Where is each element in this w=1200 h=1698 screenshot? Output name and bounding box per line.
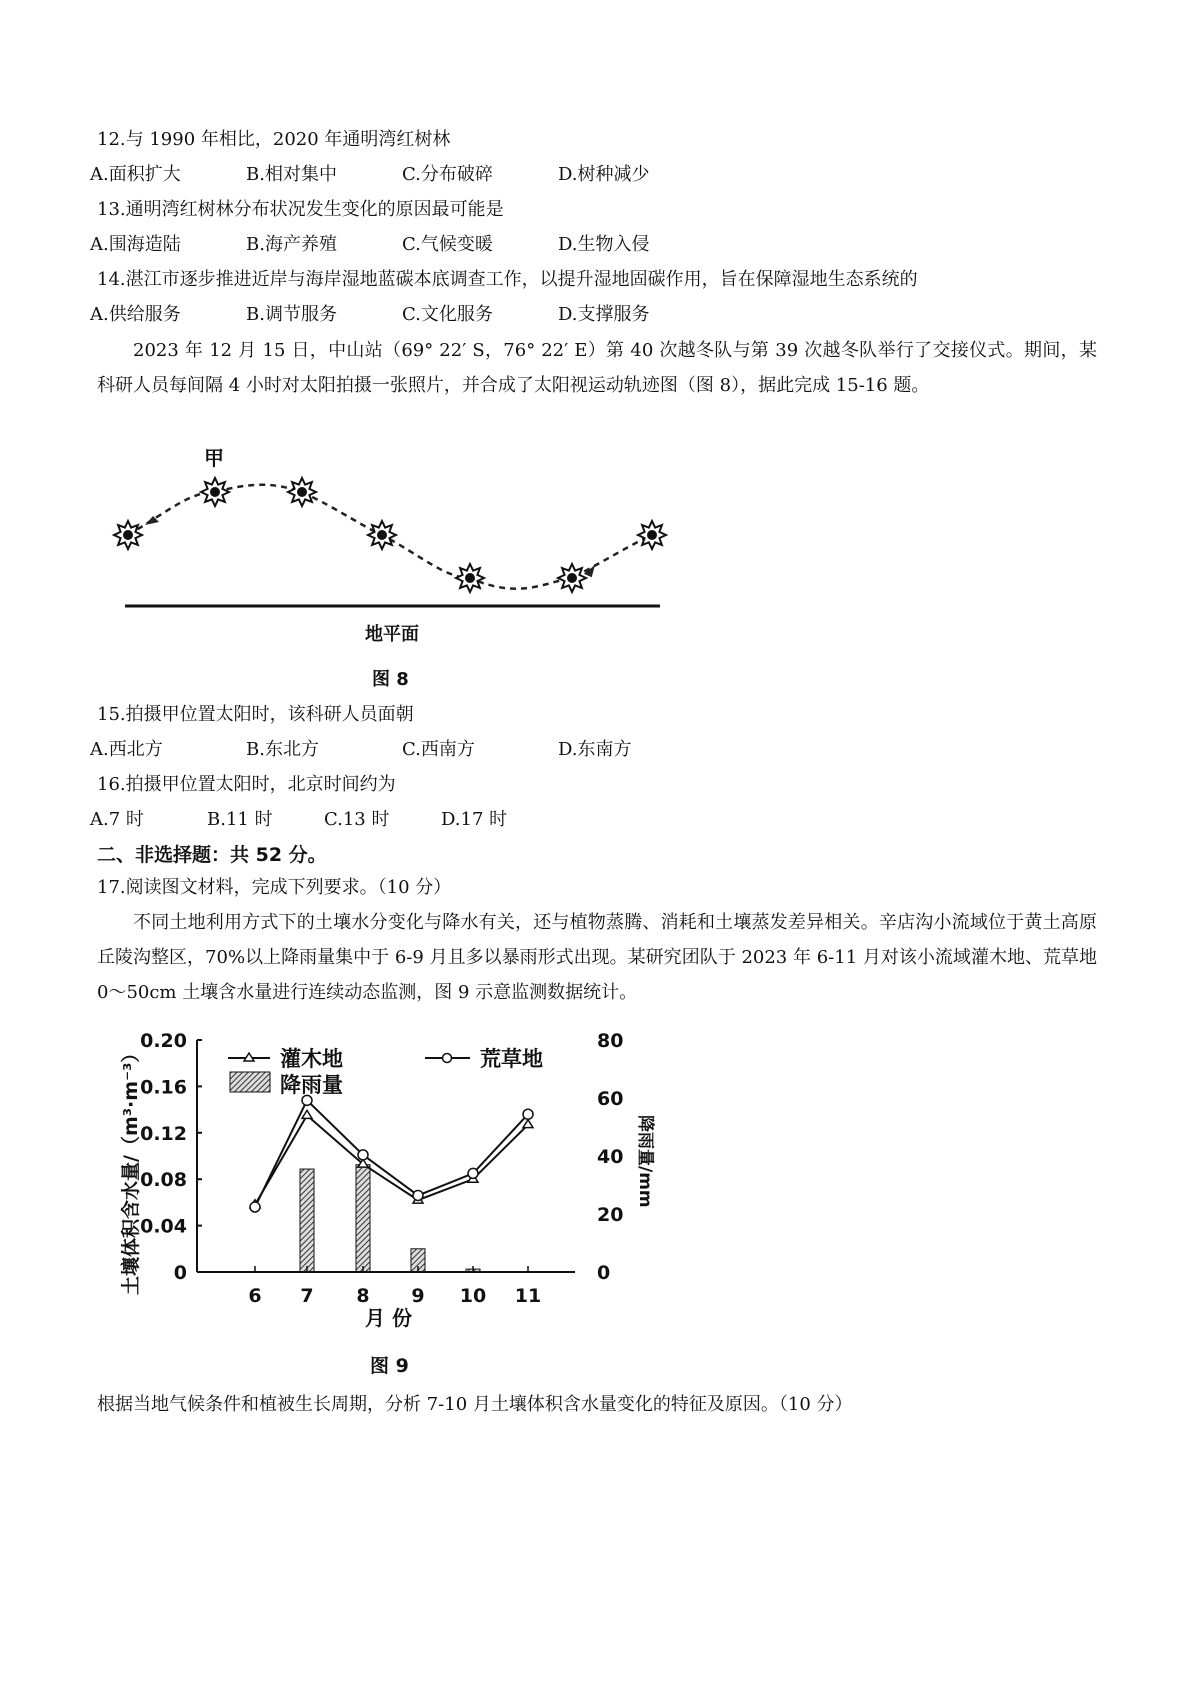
option-b: B.东北方 [246, 739, 319, 760]
legend-rain: 降雨量 [280, 1073, 343, 1097]
y-tick-label: 0.16 [140, 1076, 187, 1099]
q15-stem: 15.拍摄甲位置太阳时，该科研人员面朝 [97, 704, 414, 725]
q12-stem: 12.与 1990 年相比，2020 年通明湾红树林 [97, 129, 451, 150]
option-b: B.相对集中 [246, 164, 337, 185]
option-b: B.海产养殖 [246, 234, 337, 255]
grassland-point [250, 1202, 260, 1212]
grassland-line [255, 1100, 528, 1207]
y2-tick-label: 20 [597, 1204, 624, 1226]
option-a: A.7 时 [90, 809, 144, 830]
option-d: D.树种减少 [558, 164, 650, 185]
q16-stem: 16.拍摄甲位置太阳时，北京时间约为 [97, 774, 396, 795]
x-tick-label: 8 [356, 1285, 370, 1307]
y2-tick-label: 0 [597, 1262, 611, 1284]
q17-material: 不同土地利用方式下的土壤水分变化与降水有关，还与植物蒸腾、消耗和土壤蒸发差异相关。辛店沟小流域位于黄土高原丘陵沟整区，70%以上降雨量集中于 6-9 月且多以暴雨形式出现。某研究团队于 2023 年 6-11 月对该小流域灌木地、荒草地 0～50cm 土壤含水量进行连续动态监测，图 9 示意监测数据统计。 [97, 912, 1097, 1003]
legend-grass: 荒草地 [480, 1047, 543, 1071]
label-jia: 甲 [204, 446, 224, 470]
figure-8-sun-path [0, 440, 700, 700]
x-tick-label: 6 [248, 1285, 262, 1307]
option-d: D.支撑服务 [558, 304, 650, 325]
y-tick-label: 0 [173, 1262, 187, 1284]
shrubland-line [255, 1115, 528, 1204]
option-c: C.文化服务 [402, 304, 493, 325]
y-tick-label: 0.04 [140, 1215, 187, 1238]
option-b: B.调节服务 [246, 304, 337, 325]
option-d: D.生物入侵 [558, 234, 650, 255]
option-a: A.面积扩大 [90, 164, 181, 185]
figure-9-chart [0, 1020, 700, 1390]
shrubland-point [523, 1120, 533, 1128]
y2-axis-label: 降雨量/mm [635, 1115, 655, 1208]
sun-icon [558, 564, 586, 592]
circle-marker-icon [443, 1054, 452, 1063]
option-c: C.气候变暖 [402, 234, 493, 255]
grassland-point [413, 1190, 423, 1200]
y2-tick-label: 60 [597, 1088, 624, 1110]
sun-icon [114, 521, 142, 549]
x-tick-label: 11 [514, 1285, 542, 1307]
sun-icon [201, 478, 229, 506]
legend-shrub: 灌木地 [280, 1047, 343, 1071]
y-axis-label: 土壤体积含水量/（m³·m⁻³） [120, 1043, 142, 1295]
y-tick-label: 0.12 [140, 1122, 187, 1145]
sun-icon [456, 564, 484, 592]
q13-stem: 13.通明湾红树林分布状况发生变化的原因最可能是 [97, 199, 504, 220]
x-tick-label: 10 [459, 1285, 487, 1307]
x-tick-label: 9 [411, 1285, 425, 1307]
grassland-point [358, 1150, 368, 1160]
x-tick-label: 7 [300, 1285, 314, 1307]
option-c: C.分布破碎 [402, 164, 493, 185]
grassland-point [468, 1168, 478, 1178]
y2-tick-label: 80 [597, 1030, 624, 1052]
grassland-point [523, 1109, 533, 1119]
option-b: B.11 时 [207, 809, 273, 830]
sun-icon [368, 521, 396, 549]
horizon-label: 地平面 [365, 624, 419, 645]
section-2-heading: 二、非选择题：共 52 分。 [97, 844, 327, 866]
figure-9-caption: 图 9 [370, 1355, 409, 1377]
x-axis-label: 月 份 [365, 1306, 412, 1330]
option-c: C.13 时 [324, 809, 390, 830]
option-d: D.东南方 [558, 739, 632, 760]
option-d: D.17 时 [441, 809, 508, 830]
figure-8-caption: 图 8 [372, 669, 409, 690]
q17-stem: 17.阅读图文材料，完成下列要求。（10 分） [97, 877, 452, 898]
shrubland-point [302, 1110, 312, 1118]
q14-stem: 14.湛江市逐步推进近岸与海岸湿地蓝碳本底调查工作，以提升湿地固碳作用，旨在保障湿地生态系统的 [97, 269, 918, 290]
y-tick-label: 0.08 [140, 1169, 187, 1192]
y2-tick-label: 40 [597, 1146, 624, 1168]
option-a: A.西北方 [90, 739, 163, 760]
rain-bar [356, 1165, 370, 1272]
y-tick-label: 0.20 [140, 1030, 187, 1052]
option-a: A.供给服务 [90, 304, 181, 325]
material-15-16: 2023 年 12 月 15 日，中山站（69° 22′ S，76° 22′ E）第 40 次越冬队与第 39 次越冬队举行了交接仪式。期间，某科研人员每间隔 4 小时对太阳拍摄一张照片，并合成了太阳视运动轨迹图（图 8），据此完成 15-16 题。 [97, 340, 1097, 396]
rain-bar [300, 1169, 314, 1272]
sun-icon [288, 478, 316, 506]
bar-swatch-icon [230, 1072, 270, 1092]
legend [228, 1047, 543, 1097]
option-c: C.西南方 [402, 739, 475, 760]
q17-question: 根据当地气候条件和植被生长周期，分析 7-10 月土壤体积含水量变化的特征及原因。（10 分） [97, 1394, 853, 1415]
sun-icon [638, 521, 666, 549]
option-a: A.围海造陆 [90, 234, 181, 255]
